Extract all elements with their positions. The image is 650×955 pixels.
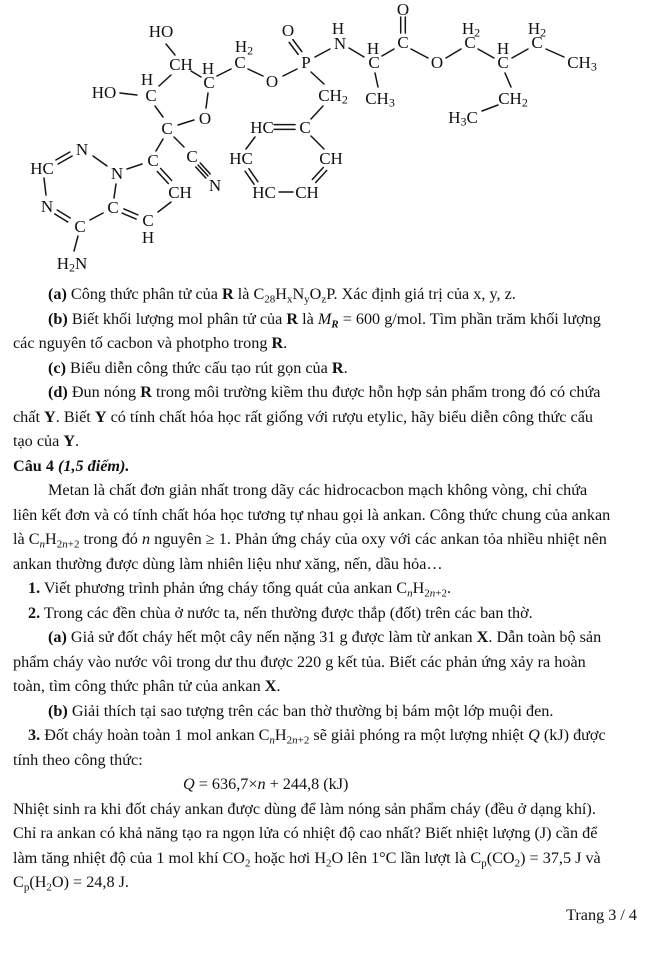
- atom-label: O: [281, 20, 295, 40]
- text-line: làm tăng nhiệt độ của 1 mol khí $CO_2$ hoặc hơi $H_2O$ lên 1°C lần lượt là $C_p(CO_2) = 37,5$ J và: [13, 848, 601, 869]
- atom-label: O: [198, 108, 212, 128]
- atom-label: H: [140, 69, 154, 89]
- bond-line: [174, 137, 184, 147]
- atom-label: O: [265, 71, 279, 91]
- atom-label: C: [145, 85, 157, 105]
- text-run: 3.: [28, 726, 41, 744]
- atom-label: H: [141, 227, 155, 247]
- text-line: tính theo công thức:: [13, 750, 143, 769]
- text-run: Y: [63, 432, 76, 450]
- bond-line: [157, 172, 168, 184]
- text-run: R: [331, 358, 344, 377]
- text-line: ankan thường được dùng làm nhiên liệu như xăng, nến, dầu hỏa…: [13, 554, 443, 573]
- atom-label: HC: [252, 182, 276, 202]
- document-body-text: [13, 282, 639, 895]
- subscript-text: y: [304, 293, 310, 306]
- text-run: n: [257, 775, 266, 793]
- bond-line: [311, 106, 323, 119]
- text-line: 2. Trong các đền chùa ở nước ta, nến thường được thắp (đốt) trên các ban thờ.: [28, 603, 533, 622]
- text-line: Metan là chất đơn giản nhất trong dãy các hidrocacbon mạch không vòng, chỉ chứa: [48, 481, 588, 499]
- bond-line: [512, 49, 528, 58]
- atom-label: C: [186, 146, 198, 166]
- atom-label: CH: [168, 182, 192, 202]
- text-run: Y: [44, 407, 56, 426]
- atom-label: CH: [295, 182, 319, 202]
- atom-label: C: [464, 32, 476, 52]
- text-line: chất Y. Biết Y có tính chất hóa học rất giống với rượu etylic, hãy biểu diễn công thức cấu: [13, 407, 593, 426]
- text-run: X: [476, 628, 489, 646]
- atom-label: CH: [319, 148, 343, 168]
- atom-label: C: [142, 210, 154, 230]
- subscript-text: n: [429, 587, 436, 600]
- bond-line: [74, 236, 78, 251]
- text-line: phẩm cháy vào nước vôi trong dư thu được 220 g kết tủa. Biết các phản ứng xảy ra hoàn: [13, 652, 586, 671]
- text-run: (c): [48, 358, 66, 377]
- atom-label: $H_2$: [234, 36, 254, 58]
- text-line: (a) Công thức phân tử của R là $C_{28}H_xN_yO_zP$. Xác định giá trị của x, y, z.: [48, 285, 516, 306]
- subscript-text: n: [62, 538, 68, 551]
- subscript-text: n: [269, 734, 275, 747]
- atom-label: C: [234, 52, 246, 72]
- bond-line: [478, 49, 494, 58]
- text-run: (d): [48, 383, 68, 401]
- text-run: (b): [48, 701, 68, 720]
- text-run: Q: [528, 726, 540, 744]
- bond-line: [311, 136, 324, 149]
- text-run: (a): [48, 285, 67, 303]
- bond-line: [446, 49, 461, 58]
- atom-label: C: [147, 150, 159, 170]
- atom-label: C: [107, 197, 119, 217]
- atom-label: C: [161, 118, 173, 138]
- text-run: 2.: [28, 603, 41, 622]
- subscript-text: R: [331, 318, 339, 330]
- atom-label: O: [396, 0, 410, 19]
- bond-line: [375, 73, 378, 87]
- atom-label: $H_2N$: [56, 253, 88, 275]
- bond-line: [246, 137, 255, 149]
- atom-label: HC: [30, 158, 54, 178]
- bond-line: [505, 73, 511, 87]
- atom-label: $H_3C$: [448, 107, 478, 129]
- text-run: R: [271, 334, 284, 352]
- subscript-text: p: [481, 857, 487, 869]
- atom-label: CH: [169, 54, 193, 74]
- atom-label: C: [299, 117, 311, 137]
- atom-label: H: [201, 58, 215, 78]
- text-line: tạo của Y.: [13, 432, 80, 450]
- atom-label: N: [75, 139, 89, 159]
- atom-label: HO: [91, 82, 117, 102]
- bond-line: [166, 44, 175, 55]
- bond-line: [206, 93, 208, 108]
- text-line: $C_p(H_2O) = 24,8$ J.: [13, 873, 129, 894]
- atom-label: C: [531, 32, 543, 52]
- text-line: toàn, tìm công thức phân tử của ankan X.: [13, 677, 281, 695]
- text-line: các nguyên tố cacbon và photpho trong R.: [13, 334, 288, 352]
- text-run: R: [221, 285, 234, 303]
- subscript-text: n: [39, 538, 46, 551]
- bond-line: [382, 49, 394, 56]
- bond-line: [44, 178, 46, 195]
- atom-label: C: [497, 52, 509, 72]
- subscript-text: n: [407, 587, 413, 600]
- text-line: (a) Giả sử đốt cháy hết một cây nến nặng 31 g được làm từ ankan X. Dẫn toàn bộ sản: [48, 628, 602, 646]
- text-line: [13, 454, 639, 479]
- text-run: Y: [94, 407, 107, 426]
- atom-label: C: [203, 72, 215, 92]
- text-run: X: [264, 677, 277, 695]
- text-run: Câu 4: [13, 456, 58, 475]
- text-run: M: [317, 309, 332, 328]
- text-line: (c) Biểu diễn công thức cấu tạo rút gọn của R.: [48, 358, 348, 377]
- bond-line: [159, 75, 171, 86]
- atom-label: HO: [148, 21, 174, 41]
- subscript-text: p: [23, 881, 30, 894]
- atom-label: N: [40, 196, 54, 216]
- bond-line: [161, 168, 172, 180]
- text-run: (b): [48, 309, 68, 328]
- atom-label: C: [397, 32, 409, 52]
- text-run: 1.: [28, 579, 41, 597]
- text-line: là $C_nH_{2n+2}$ trong đó n nguyên ≥ 1. Phản ứng cháy của oxy với các ankan tỏa nhiều nhiệt nên: [13, 530, 607, 551]
- bond-line: [315, 49, 330, 57]
- atom-label: $H_2$: [527, 18, 547, 40]
- bond-line: [217, 69, 231, 76]
- bond-line: [349, 48, 364, 57]
- bond-line: [114, 184, 116, 198]
- atom-label: P: [301, 52, 311, 72]
- subscript-text: x: [286, 293, 293, 306]
- bond-line: [93, 156, 107, 166]
- atom-label: N: [110, 163, 124, 183]
- text-line: liên kết đơn và có tính chất hóa học tương tự nhau gọi là ankan. Công thức chung của ankan: [13, 505, 611, 524]
- subscript-text: 2: [286, 734, 293, 747]
- page-number: Trang 3 / 4: [566, 906, 637, 924]
- text-line: 3. Đốt cháy hoàn toàn 1 mol ankan $C_nH_{2n+2}$ sẽ giải phóng ra một lượng nhiệt Q (kJ) được: [28, 726, 606, 747]
- text-line: Nhiệt sinh ra khi đốt cháy ankan được dùng để làm nóng sản phẩm cháy (đều ở dạng khí).: [13, 799, 596, 818]
- text-line: Q = 636,7×n + 244,8 (kJ): [183, 775, 349, 793]
- bond-line: [411, 49, 428, 58]
- bond-line: [158, 202, 171, 212]
- bond-line: [178, 120, 194, 125]
- subscript-text: +2: [435, 587, 448, 600]
- atom-label: HC: [250, 117, 274, 137]
- atom-label: $H_2$: [461, 18, 481, 40]
- bond-line: [316, 171, 327, 183]
- text-line: (b) Giải thích tại sao tượng trên các ban thờ thường bị bám một lớp muội đen.: [48, 701, 554, 720]
- text-line: (b) Biết khối lượng mol phân tử của R là $M_R = 600$ g/mol. Tìm phần trăm khối lượng: [48, 309, 601, 330]
- subscript-text: 2: [244, 857, 251, 869]
- text-run: R: [140, 383, 152, 401]
- subscript-text: +2: [297, 734, 310, 747]
- text-run: n: [141, 530, 151, 548]
- subscript-text: 2: [56, 538, 63, 551]
- bond-line: [90, 213, 103, 220]
- subscript-text: z: [321, 293, 327, 306]
- text-run: R: [286, 309, 299, 328]
- subscript-text: n: [292, 734, 298, 747]
- bond-line: [127, 164, 142, 169]
- text-run: (1,5 điểm).: [57, 456, 130, 475]
- atom-label: H: [366, 38, 380, 58]
- atom-label: HC: [229, 148, 253, 168]
- bond-line: [120, 93, 137, 95]
- text-run: Q: [183, 775, 195, 793]
- text-line: Chỉ ra ankan có khả năng tạo ra ngọn lửa có nhiệt độ cao nhất? Biết nhiệt lượng (J) cần để: [13, 824, 598, 842]
- atom-label: O: [430, 52, 444, 72]
- subscript-text: 2: [424, 587, 430, 600]
- bond-line: [546, 49, 564, 57]
- bond-line: [156, 139, 163, 151]
- text-run: (a): [48, 628, 67, 646]
- text-line: 1. Viết phương trình phản ứng cháy tổng quát của ankan $C_nH_{2n+2}$.: [28, 579, 452, 600]
- atom-label: $CH_2$: [318, 85, 348, 107]
- molecule-structure-diagram: [0, 0, 650, 282]
- atom-label: $CH_3$: [567, 52, 597, 74]
- atom-label: $CH_3$: [365, 88, 395, 110]
- subscript-text: +2: [67, 538, 80, 551]
- subscript-text: 28: [264, 293, 276, 306]
- bond-line: [482, 105, 498, 111]
- subscript-text: 2: [514, 857, 521, 869]
- subscript-text: 2: [46, 881, 52, 894]
- atom-label: $CH_2$: [498, 88, 528, 110]
- atom-label: H: [331, 18, 345, 38]
- subscript-text: 2: [326, 857, 332, 869]
- bond-line: [155, 106, 163, 117]
- bond-line: [248, 69, 263, 76]
- atom-label: N: [208, 175, 222, 195]
- bond-line: [312, 167, 323, 179]
- atom-label: N: [333, 33, 347, 53]
- text-line: (d) Đun nóng R trong môi trường kiềm thu được hỗn hợp sản phẩm trong đó có chứa: [48, 383, 601, 401]
- bond-line: [283, 69, 297, 76]
- bond-line: [311, 72, 324, 84]
- atom-label: C: [74, 216, 86, 236]
- atom-label: C: [368, 52, 380, 72]
- atom-label: H: [496, 38, 510, 58]
